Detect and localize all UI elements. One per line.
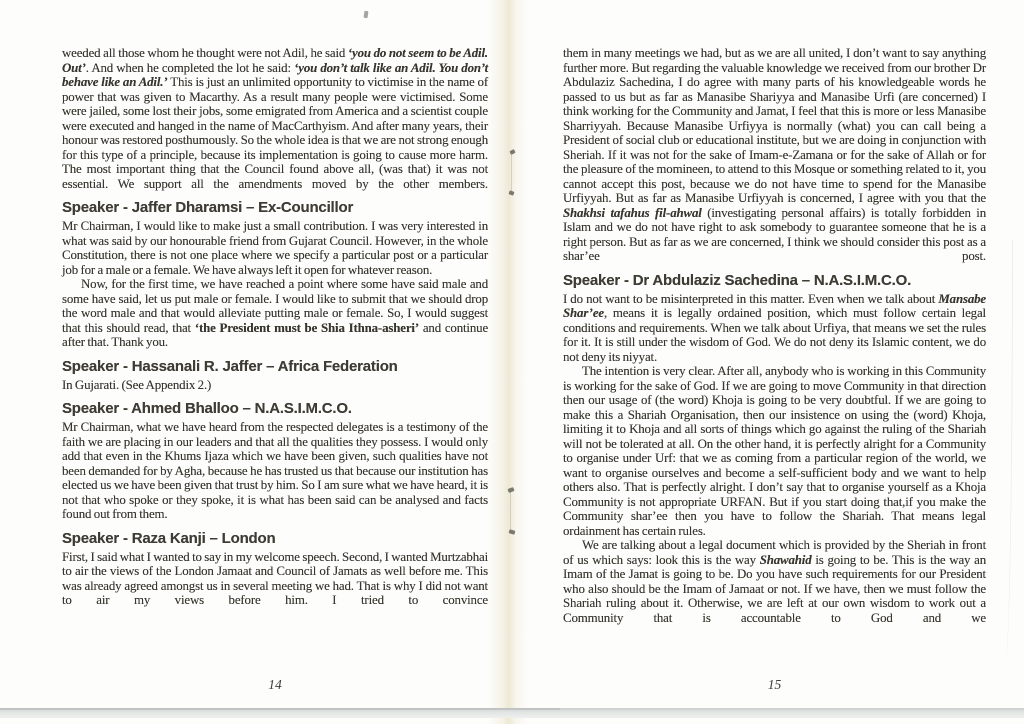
text-segment: , means it is legally ordained position, which must follow certain legal conditions and requirements. When we talk about Urfiya, that means we set the rules for it. It is still under the wisdom of God. We do not deny its Islamic content, we do not deny its niyyat. [563,306,986,364]
page-curl-line [998,240,1013,660]
page-left [62,46,488,608]
page-number-right: 15 [767,677,782,692]
paragraph [563,292,986,365]
text-segment: I do not want to be misinterpreted in this matter. Even when we talk about [563,291,939,306]
page-right [563,46,986,625]
paragraph: In Gujarati. (See Appendix 2.) [62,377,212,392]
text-segment: weeded all those whom he thought were not Adil, he said [62,46,348,60]
gutter-crease [511,154,512,194]
text-segment: and continue after that. Thank you. [62,320,489,349]
page-number-left: 14 [268,677,282,692]
paragraph [563,538,986,625]
text-segment: Now, for the first time, we have reached a point where some have said male and some have said, let us put male or female. I would like to submit that we should drop the word male and that would alleviate putting male or female. So, I would suggest that this should read, that [62,277,488,335]
paragraph: Mr Chairman, what we have heard from the respected delegates is a testimony of the faith we are placing in our leaders and that all the qualities they possess. I would only add that even in the Khums Ijaza which we have been given, such qualities have not been demanded for by Agha, because he has trusted us that because our institution has elected us we have been given that trust by him. So I am sure what we have heard, it is not that who spoke or they spoke, it is what has been said can be analysed and facts found out from them. [62,420,488,521]
speaker-heading: Speaker - Jaffer Dharamsi – Ex-Councillor [62,199,354,216]
paragraph: First, I said what I wanted to say in my welcome speech. Second, I wanted Murtzabhai to air the views of the London Jamaat and Council of Jamats as well before me. This was already agreed amongst us in several meeting we had. That is why I did not want to air my views before him. I tried to convince [62,549,488,607]
scan-speck [364,11,369,18]
text-segment-italic: Shawahid [759,552,812,567]
speaker-heading: Speaker - Dr Abdulaziz Sachedina – N.A.S.I.M.C.O. [563,271,912,289]
text-segment-italic: ‘you don’t talk like an Adil. You don’t behave like an Adil.’ [62,60,489,89]
gutter-shadow [488,0,528,724]
paragraph [62,277,488,350]
text-segment: is going to be. This is the way an Imam of the Jamat is going to be. Do you have such requirements for our President who also should be the Imam of Jamaat or not. If we have, then we must follow the Shariah ruling about it. Otherwise, we are left at our own wisdom to work out a Community that is accountable to God and we [563,552,986,625]
text-segment-italic: Mansabe Shar’ee [563,291,986,320]
paragraph [62,46,488,191]
scanner-edge-hairline [0,708,560,710]
paragraph: Mr Chairman, I would like to make just a small contribution. I was very interested in what was said by our honourable friend from Gujarat Council. However, in the whole Constitution, there is not one place where we specify a particular post or a particular job for a male or a female. We have always left it open for whatever reason. [62,219,488,277]
speaker-heading: Speaker - Hassanali R. Jaffer – Africa Federation [62,357,398,375]
text-segment: This is just an unlimited opportunity to victimise in the name of power that was given to Macarthy. As a result many people were victimised. Some were jailed, some lost their jobs, some emigrated from America and a scientist couple were executed and hanged in the name of MacCarthyism. And after many years, their honour was restored posthumously. So the whole idea is that we are not strong enough for this type of a principle, because its implementation is going to cause more harm. The most important thing that the Council found above all, (was that) it was not essential. We support all the amendments moved by the other members. [62,75,488,191]
text-segment: them in many meetings we had, but as we are all united, I don’t want to say anything further more. But regarding the valuable knowledge we received from our brother Dr Abdulaziz Sachedina, I do agree with many parts of his knowledgeable words he passed to us but as far as Manasibe Shariyya and Manasibe Urfi (are concerned) I think working for the Community and Jamat, I feel that this is more or less Manasibe Sharriyyah. Because Manasibe Urfiyya is normally (what) you can call being a President of social club or educational institute, but we are doing in conjunction with Sheriah. If it was not for the sake of Imam-e-Zamana or for the sake of Allah or for the pleasure of the momineen, to attend to this Mosque or something related to it, you cannot accept this post, because we do not have time to spend for the Manasibe Urfiyyah. But as far as Manasibe Urfiyyah is concerned, I agree with you that the [563,46,986,205]
text-segment-bold: ‘the President must be Shia Ithna-asheri’ [194,320,419,335]
paragraph [563,46,986,264]
text-segment: (investigating personal affairs) is totally forbidden in Islam and we do not have right to ask somebody to guarantee someone that he is a right person. But as far as we are concerned, I think we should consider this post as a shar’ee post. [563,205,986,263]
speaker-heading: Speaker - Ahmed Bhalloo – N.A.S.I.M.C.O. [62,400,352,417]
speaker-heading: Speaker - Raza Kanji – London [62,529,276,547]
text-segment: . And when he completed the lot he said: [85,60,295,75]
text-segment: We are talking about a legal document which is provided by the Sheriah in front of us which says: look this is the way [563,538,986,567]
text-segment-italic: ‘you do not seem to be Adil. Out’ [62,46,488,75]
gutter-crease [510,492,511,532]
text-segment-italic: Shakhsi tafahus fil-ahwal [563,205,702,220]
paragraph: The intention is very clear. After all, anybody who is working in this Community is working for the sake of God. If we are going to move Community in that direction then our usage of (the word) Khoja is going to be very doubtful. If we are going to make this a Shariah Organisation, then our insistence on using the (word) Khoja, limiting it to Khoja and all sorts of things which go against the ruling of the Shariah will not be tolerated at all. On the other hand, it is perfectly alright for a Community to organise under Urf: that we as coming from a particular region of the world, we want to organise ourselves and become a self-sufficient body and we want to help others also. That is perfectly alright. I don’t say that to organise yourself as a Khoja Community is not appropriate URFAN. But if you start doing that,if you make the Community shar’ee then you have to follow the Shariah. That means legal ordainment has certain rules. [563,364,986,538]
